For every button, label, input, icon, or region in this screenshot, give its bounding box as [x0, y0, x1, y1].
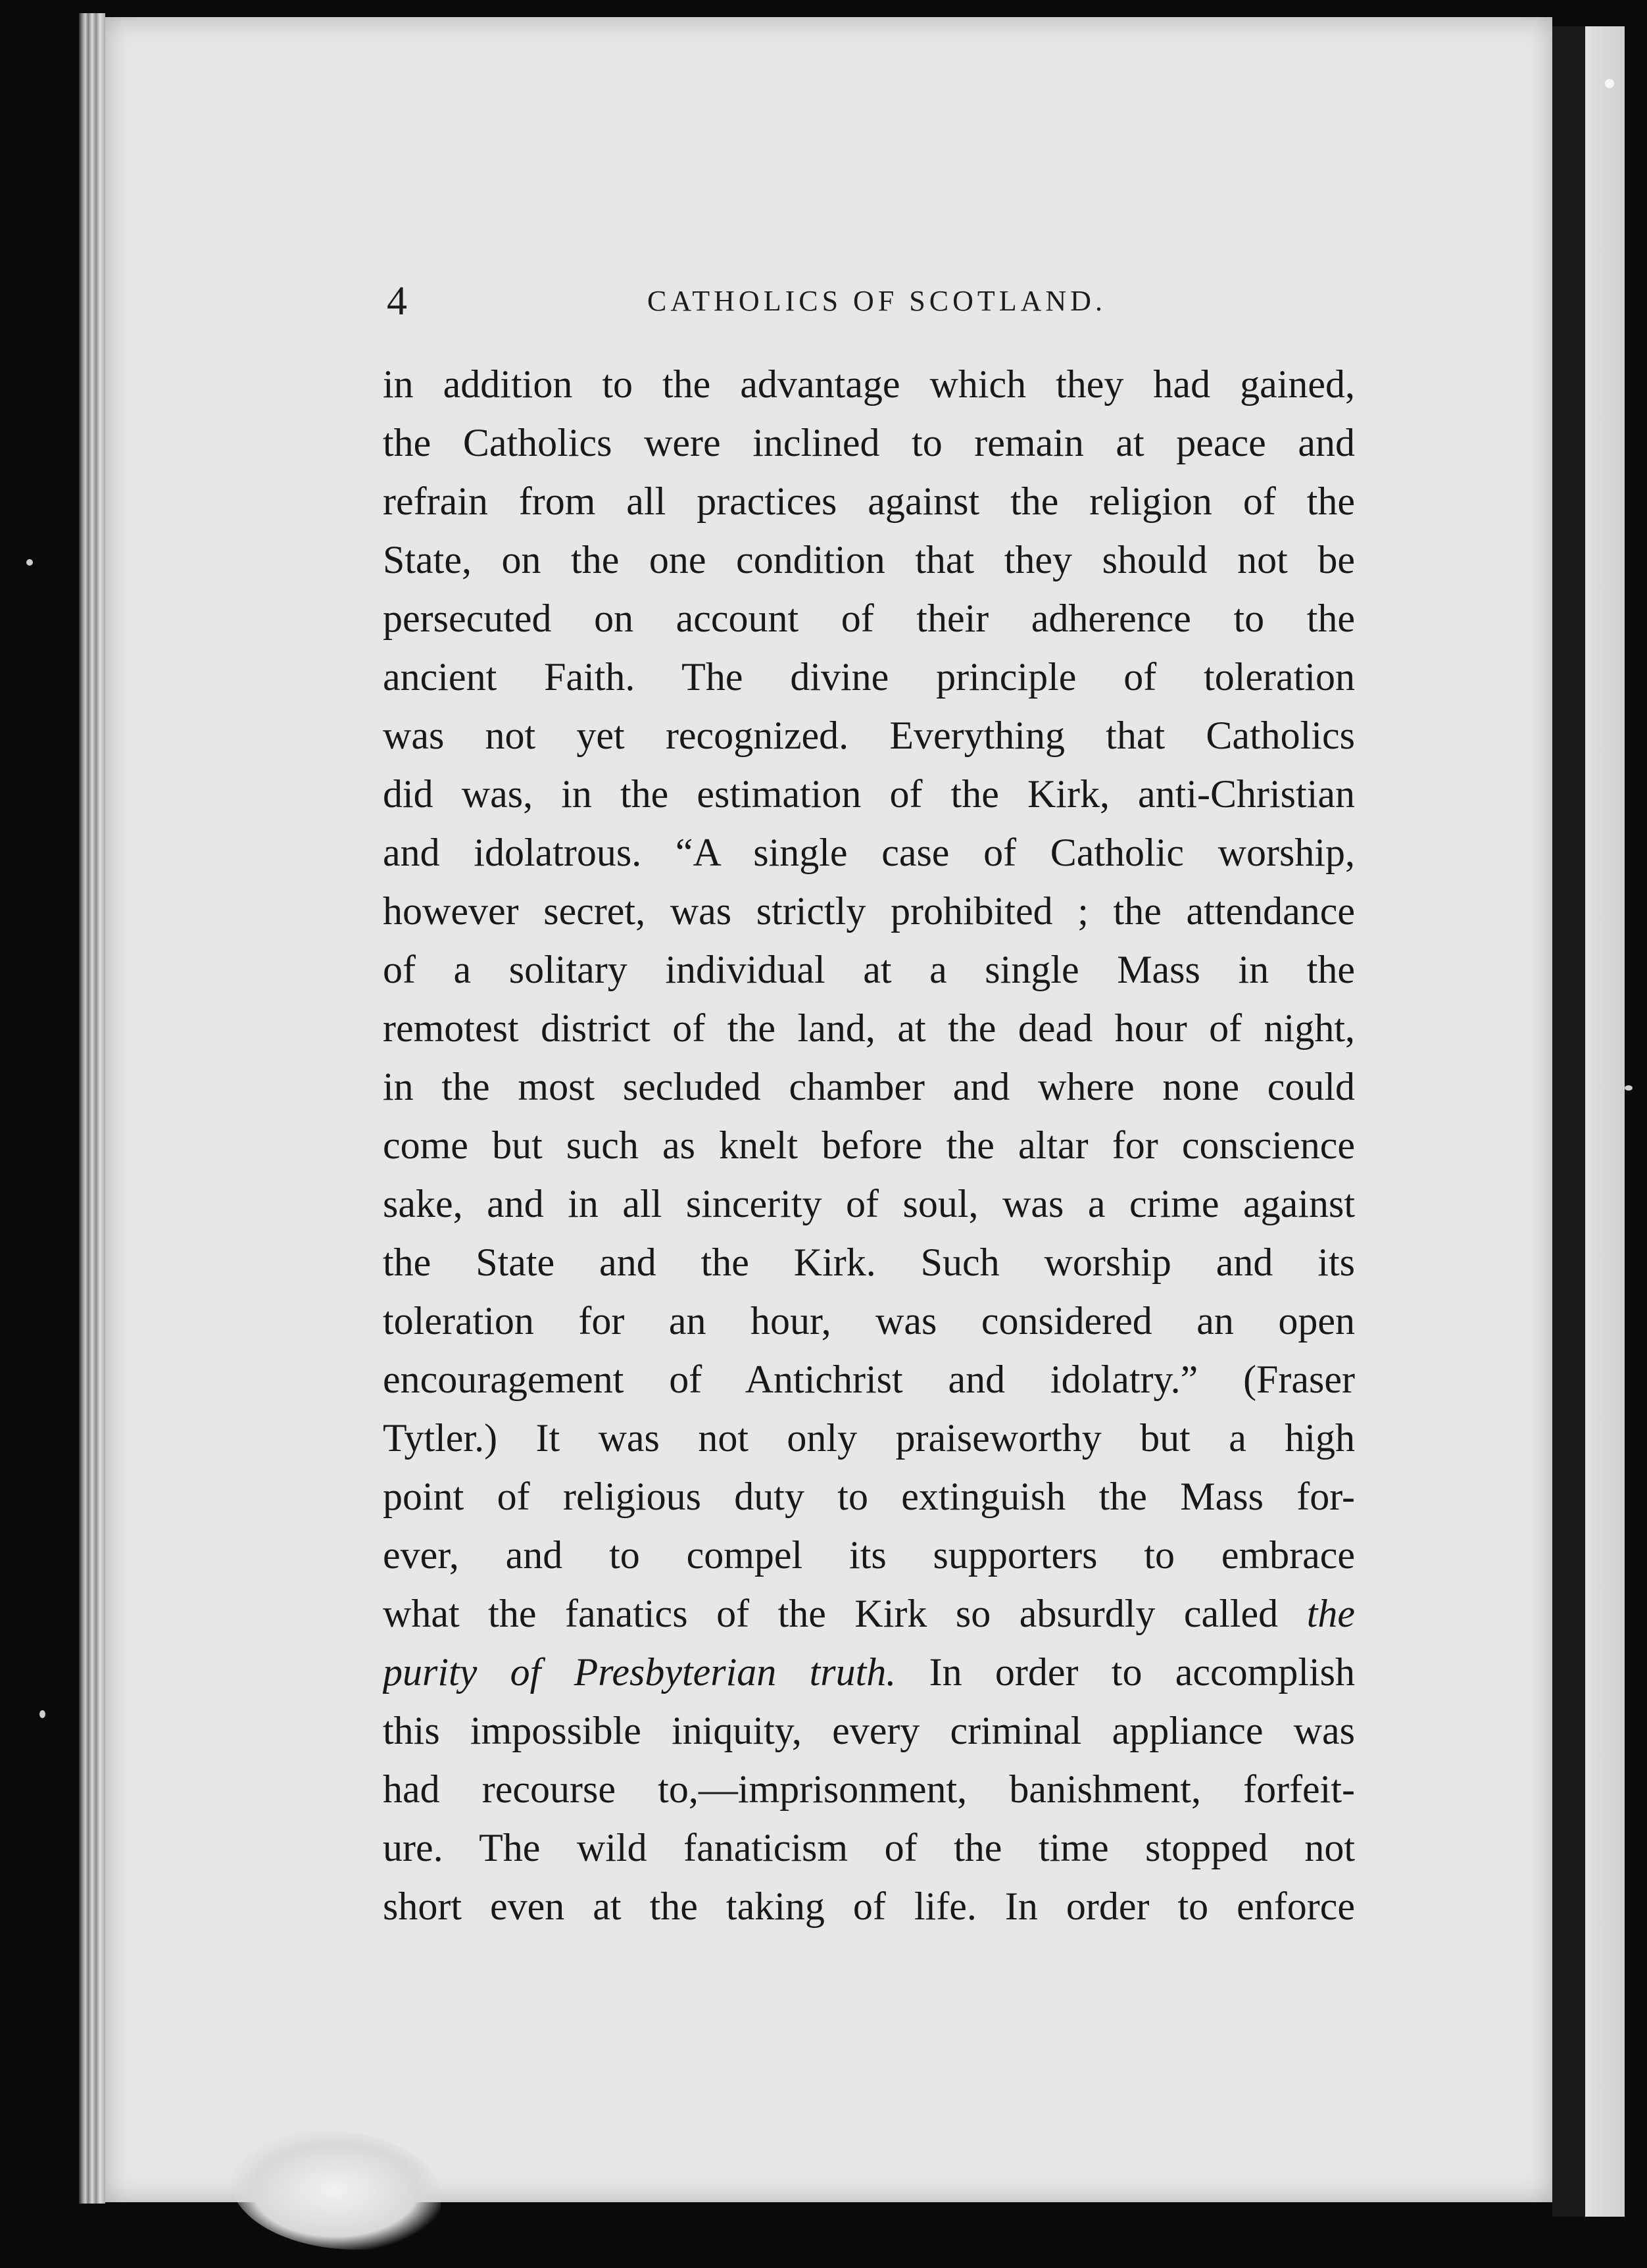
text-line: what the fanatics of the Kirk so absurdly called the	[383, 1592, 1355, 1635]
text-line: purity of Presbyterian truth. In order to accomplish	[383, 1650, 1355, 1694]
text-line: and idolatrous. “A single case of Catholic worship,	[383, 831, 1355, 874]
text-line: persecuted on account of their adherence to the	[383, 597, 1355, 640]
italic-phrase: the	[1306, 1592, 1355, 1635]
running-title: CATHOLICS OF SCOTLAND.	[647, 285, 1106, 317]
text-line: encouragement of Antichrist and idolatry.” (Fraser	[383, 1358, 1355, 1401]
text-line: ure. The wild fanaticism of the time stopped not	[383, 1826, 1355, 1869]
dust-speck	[39, 1710, 45, 1718]
text-line: however secret, was strictly prohibited ; the attendance	[383, 889, 1355, 933]
text-line: had recourse to,—imprisonment, banishment, forfeit-	[383, 1767, 1355, 1811]
dust-speck	[1625, 1085, 1633, 1091]
page-number: 4	[387, 279, 407, 324]
text-line: refrain from all practices against the religion of the	[383, 480, 1355, 523]
text-line: point of religious duty to extinguish the Mass for-	[383, 1475, 1355, 1518]
text-line: ever, and to compel its supporters to embrace	[383, 1533, 1355, 1577]
dust-speck	[1605, 79, 1614, 88]
running-head	[387, 275, 1354, 328]
text-line: in addition to the advantage which they had gained,	[383, 362, 1355, 406]
text-line: the Catholics were inclined to remain at peace and	[383, 421, 1355, 464]
italic-phrase: purity of Presbyterian truth.	[383, 1650, 897, 1694]
text-line: State, on the one condition that they should not be	[383, 538, 1355, 581]
text-line: toleration for an hour, was considered an open	[383, 1299, 1355, 1343]
facing-page-edge	[1585, 26, 1625, 2217]
text-line: Tytler.) It was not only praiseworthy but a high	[383, 1416, 1355, 1460]
text-line: of a solitary individual at a single Mass in the	[383, 948, 1355, 991]
text-line: come but such as knelt before the altar for conscience	[383, 1123, 1355, 1167]
text-line: was not yet recognized. Everything that Catholics	[383, 714, 1355, 757]
text-line: remotest district of the land, at the dead hour of night,	[383, 1006, 1355, 1050]
text-line: the State and the Kirk. Such worship and its	[383, 1241, 1355, 1284]
binding-gutter	[1552, 26, 1585, 2217]
text-line: ancient Faith. The divine principle of toleration	[383, 655, 1355, 699]
body-text	[383, 355, 1355, 1936]
text-line: in the most secluded chamber and where none could	[383, 1065, 1355, 1108]
text-line: sake, and in all sincerity of soul, was a crime against	[383, 1182, 1355, 1225]
text-line: short even at the taking of life. In order to enforce	[383, 1885, 1355, 1928]
page-edge-stack	[79, 13, 105, 2204]
dust-speck	[26, 559, 33, 566]
text-line: did was, in the estimation of the Kirk, anti-Christian	[383, 772, 1355, 816]
text-line: this impossible iniquity, every criminal appliance was	[383, 1709, 1355, 1752]
